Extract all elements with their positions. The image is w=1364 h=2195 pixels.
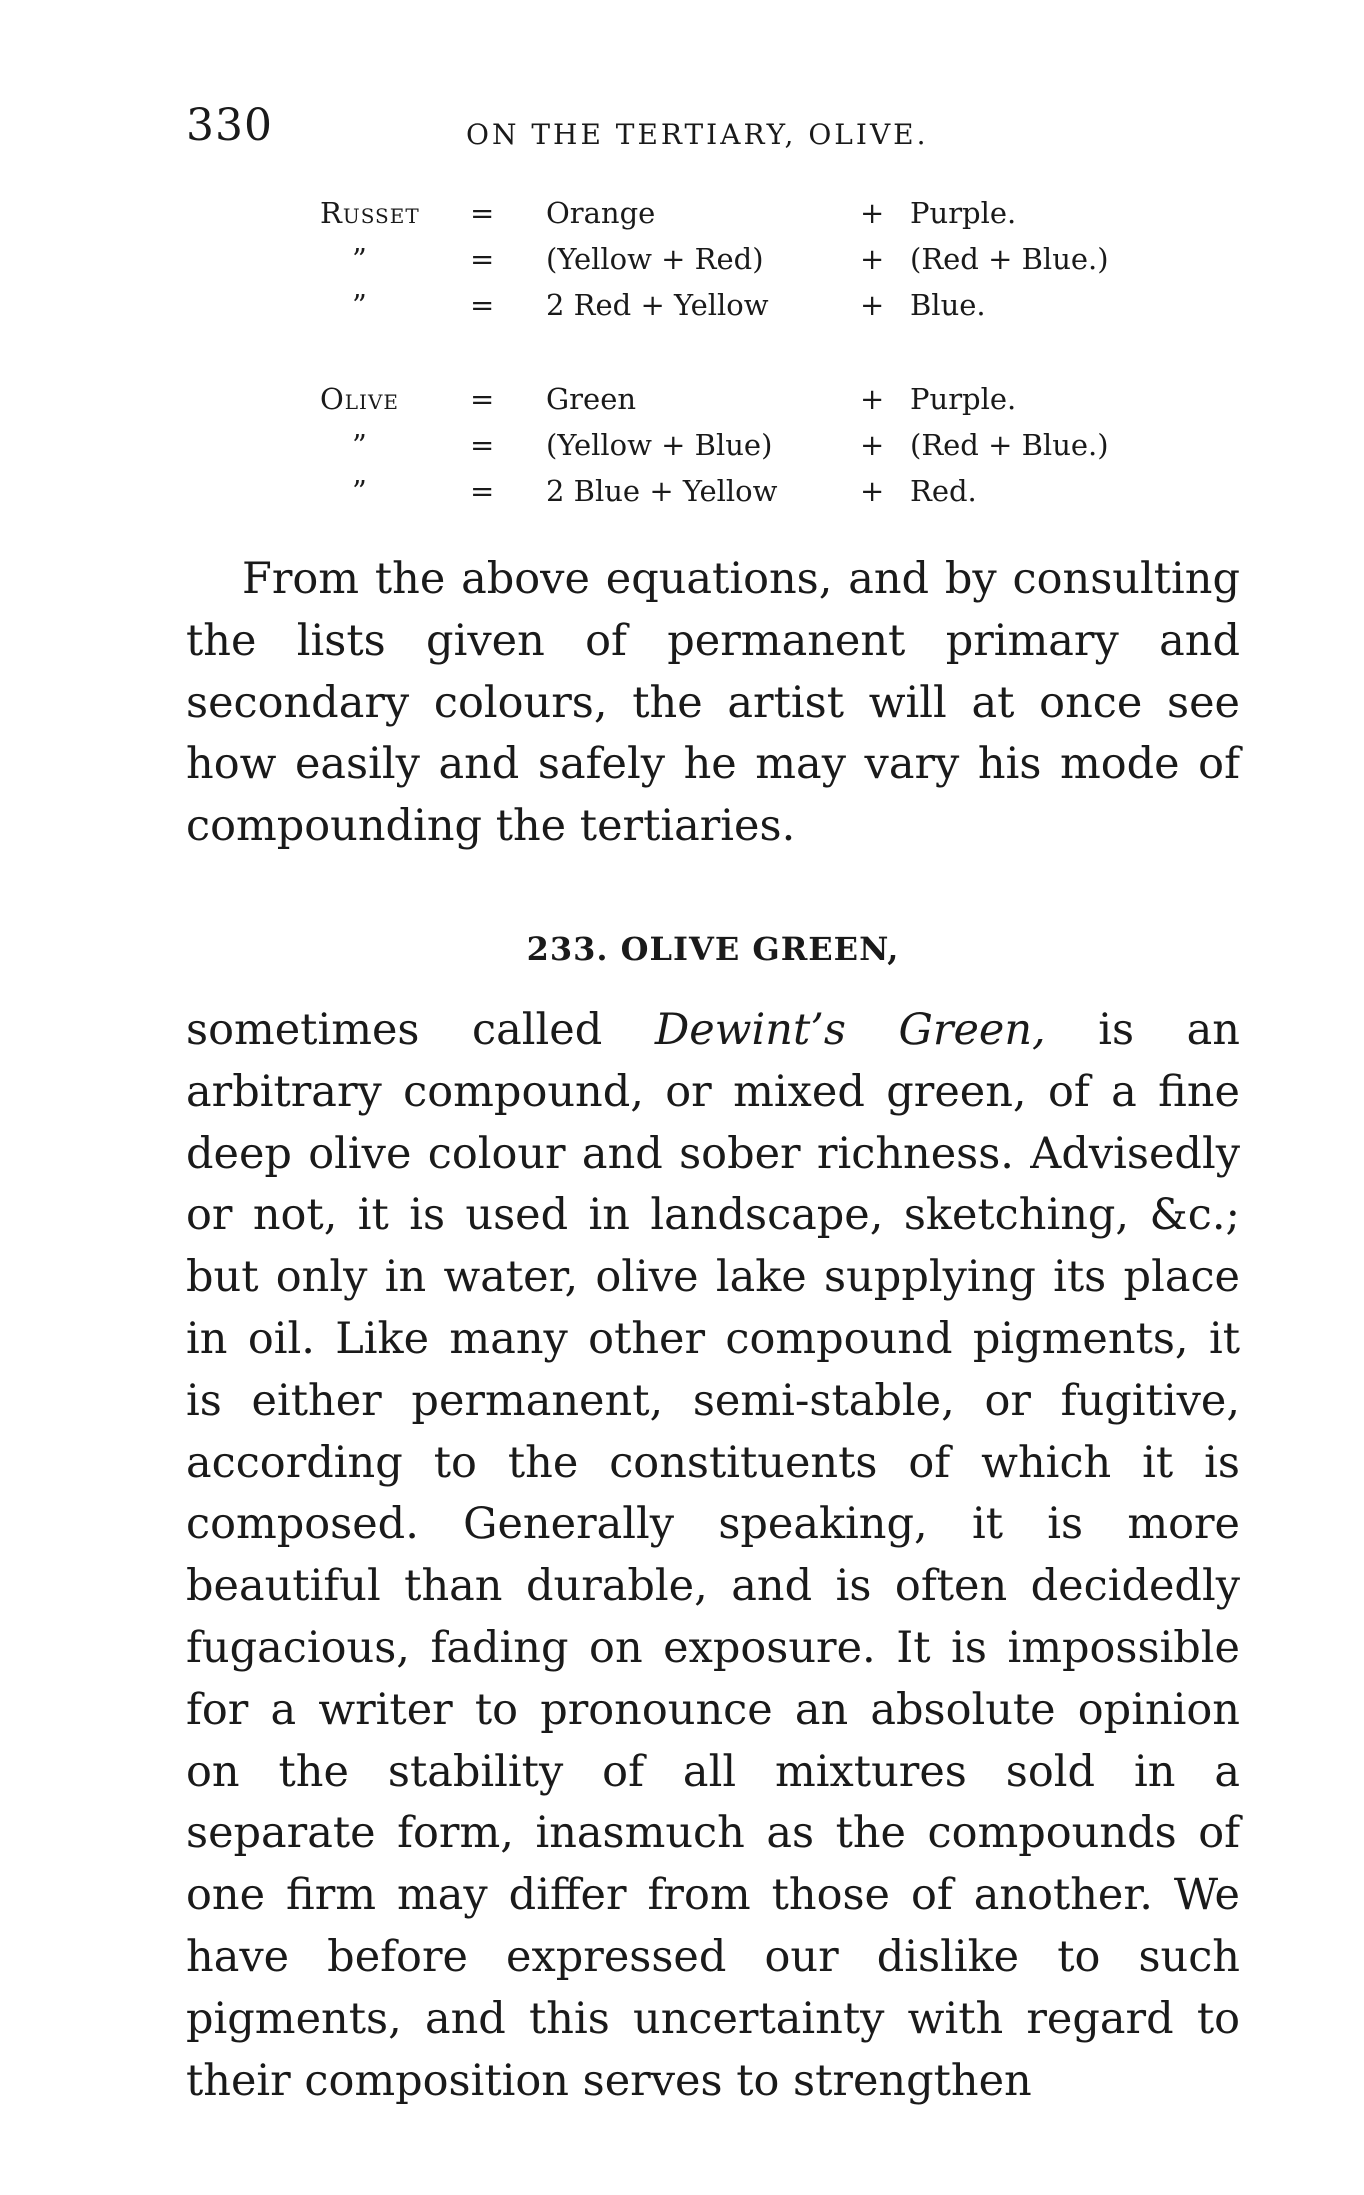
equals-sign: = [470,242,495,276]
plus-sign: + [860,382,885,416]
pigment-name: Dewint’s Green, [654,1005,1046,1055]
equals-sign: = [470,428,495,462]
equation-row [320,196,1200,242]
equation-row [320,288,1200,334]
equation-left-operand: Green [546,382,637,416]
equals-sign: = [470,382,495,416]
equation-right-operand: Purple. [910,382,1017,416]
equation-term: Olive [320,382,399,416]
ditto-mark: ” [352,288,367,322]
plus-sign: + [860,428,885,462]
equation-row [320,242,1200,288]
olive-equations [320,382,1200,520]
equation-left-operand: (Yellow + Blue) [546,428,773,462]
equation-row [320,382,1200,428]
equation-left-operand: (Yellow + Red) [546,242,764,276]
plus-sign: + [860,242,885,276]
body-paragraph [186,1000,1240,2112]
ditto-mark: ” [352,242,367,276]
plus-sign: + [860,288,885,322]
ditto-mark: ” [352,428,367,462]
equation-right-operand: Red. [910,474,977,508]
equals-sign: = [470,474,495,508]
equation-left-operand: 2 Red + Yellow [546,288,769,322]
equation-right-operand: (Red + Blue.) [910,428,1109,462]
russet-equations [320,196,1200,334]
section-heading: 233. OLIVE GREEN, [526,930,900,968]
equation-left-operand: Orange [546,196,656,230]
equation-right-operand: Blue. [910,288,986,322]
ditto-mark: ” [352,474,367,508]
equation-row [320,474,1200,520]
paragraph-rest: is an arbitrary compound, or mixed green, of a fine deep olive colour and sober richness. Advisedly or not, it is used in landscape, sketching, &c.; but only in water, olive lake supplying its place in oil. Like many other compound pigments, it is either permanent, semi-stable, or fugitive, according to the constituents of which it is composed. Generally speaking, it is more beautiful than durable, and is often decidedly fugacious, fading on exposure. It is impossible for a writer to pronounce an absolute opinion on the stability of all mixtures sold in a separate form, inasmuch as the compounds of one firm may differ from those of another. We have before expressed our dislike to such pigments, and this uncertainty with regard to their composition serves to strengthen [186,1005,1240,2106]
plus-sign: + [860,196,885,230]
equation-row [320,428,1200,474]
intro-paragraph: From the above equations, and by consulting the lists given of permanent primary and secondary colours, the artist will at once see how easily and safely he may vary his mode of compounding the tertiaries. [186,554,1240,852]
equation-term: Russet [320,196,420,230]
equation-left-operand: 2 Blue + Yellow [546,474,778,508]
page-header [186,100,1246,160]
equals-sign: = [470,196,495,230]
page-number: 330 [186,100,273,151]
equation-right-operand: Purple. [910,196,1017,230]
paragraph-start: sometimes called [186,1005,655,1055]
equals-sign: = [470,288,495,322]
equation-right-operand: (Red + Blue.) [910,242,1109,276]
running-title: ON THE TERTIARY, OLIVE. [466,118,929,151]
color-equations [320,196,1200,568]
plus-sign: + [860,474,885,508]
